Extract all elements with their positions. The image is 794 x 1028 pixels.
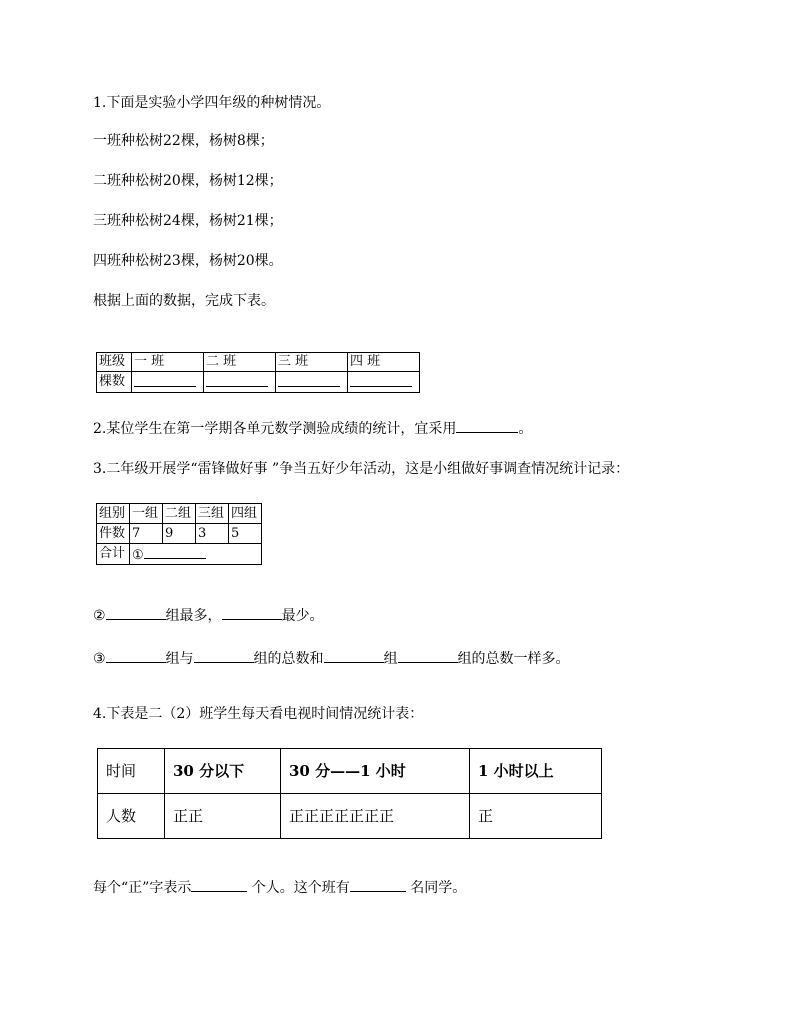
q4-blank-1[interactable] (191, 877, 247, 892)
q3-c-text-3: 组 (383, 651, 398, 667)
q4-title: 4.下表是二（2）班学生每天看电视时间情况统计表： (93, 706, 424, 722)
q1-line-4: 四班种松树23棵，杨树20棵。 (93, 253, 283, 269)
q2-text: 2.某位学生在第一学期各单元数学测验成绩的统计，宜采用 (93, 421, 457, 437)
q3-table-count-1: 7 (130, 524, 163, 544)
q1-table-col-2: 二 班 (204, 353, 276, 372)
q3-table-header-label: 组别 (97, 504, 130, 524)
q1-table (96, 352, 420, 393)
q2-answer-blank[interactable] (456, 418, 518, 433)
q3-c-blank-1[interactable] (106, 648, 166, 663)
q4-table-header-3: 30 分——1 小时 (281, 749, 470, 794)
q3-c-text-1: 组与 (165, 651, 194, 667)
q1-line-3: 三班种松树24棵，杨树21棵； (93, 213, 283, 229)
q3-table-count-2: 9 (163, 524, 196, 544)
q3-table-count-3: 3 (196, 524, 229, 544)
q3-total-marker: ① (132, 548, 144, 563)
q3-b-text-end: 最少。 (281, 608, 324, 624)
q3-total-blank[interactable] (144, 544, 206, 559)
q4-table (97, 748, 602, 839)
q1-answer-blank-3[interactable] (276, 372, 348, 393)
q4-table-tally-2: 正正正正正正正 (281, 794, 470, 839)
q4-table-tally-3: 正 (470, 794, 602, 839)
q4-text-3: 名同学。 (405, 880, 467, 896)
q3-b-marker: ② (93, 608, 106, 624)
q3-table-total-label: 合计 (97, 544, 130, 565)
q3-c-text-4: 组的总数一样多。 (457, 651, 570, 667)
q2-text-end: 。 (518, 421, 533, 437)
q2-line (93, 418, 532, 438)
q3-c-blank-3[interactable] (324, 648, 384, 663)
q3-c-marker: ③ (93, 651, 106, 667)
q3-b-line (93, 605, 324, 625)
q3-table (96, 503, 262, 565)
q1-answer-blank-2[interactable] (204, 372, 276, 393)
q4-table-header-2: 30 分以下 (165, 749, 281, 794)
q4-text-2: 个人。这个班有 (247, 880, 350, 896)
q1-table-col-3: 三 班 (276, 353, 348, 372)
q1-table-col-4: 四 班 (348, 353, 420, 372)
q4-table-tally-1: 正正 (165, 794, 281, 839)
q4-text-1: 每个“正”字表示 (93, 880, 192, 896)
q3-c-blank-2[interactable] (194, 648, 254, 663)
q3-table-count-label: 件数 (97, 524, 130, 544)
q4-question-line (93, 877, 466, 897)
q3-title: 3.二年级开展学“雷锋做好事 ”争当五好少年活动，这是小组做好事调查情况统计记录： (93, 461, 630, 477)
q1-answer-blank-1[interactable] (132, 372, 204, 393)
q4-table-row-label: 人数 (98, 794, 165, 839)
q3-b-blank-2[interactable] (222, 605, 282, 620)
q4-table-header-1: 时间 (98, 749, 165, 794)
q3-c-line (93, 648, 570, 668)
q3-c-text-2: 组的总数和 (253, 651, 324, 667)
q1-title: 1.下面是实验小学四年级的种树情况。 (93, 95, 331, 111)
q3-b-blank-1[interactable] (106, 605, 166, 620)
q4-blank-2[interactable] (350, 877, 406, 892)
q3-table-total-cell[interactable] (130, 544, 262, 565)
q1-table-header-label: 班级 (97, 353, 132, 372)
q3-table-group-2: 二组 (163, 504, 196, 524)
q3-table-group-4: 四组 (229, 504, 262, 524)
q4-table-header-4: 1 小时以上 (470, 749, 602, 794)
q3-table-count-4: 5 (229, 524, 262, 544)
q3-table-group-1: 一组 (130, 504, 163, 524)
q3-b-text-mid: 组最多， (165, 608, 222, 624)
q1-table-row-label: 棵数 (97, 372, 132, 393)
q1-instruction: 根据上面的数据，完成下表。 (93, 293, 275, 309)
q1-line-2: 二班种松树20棵，杨树12棵； (93, 173, 283, 189)
q1-line-1: 一班种松树22棵，杨树8棵； (93, 133, 274, 149)
q1-answer-blank-4[interactable] (348, 372, 420, 393)
q3-table-group-3: 三组 (196, 504, 229, 524)
q1-table-col-1: 一 班 (132, 353, 204, 372)
q3-c-blank-4[interactable] (398, 648, 458, 663)
